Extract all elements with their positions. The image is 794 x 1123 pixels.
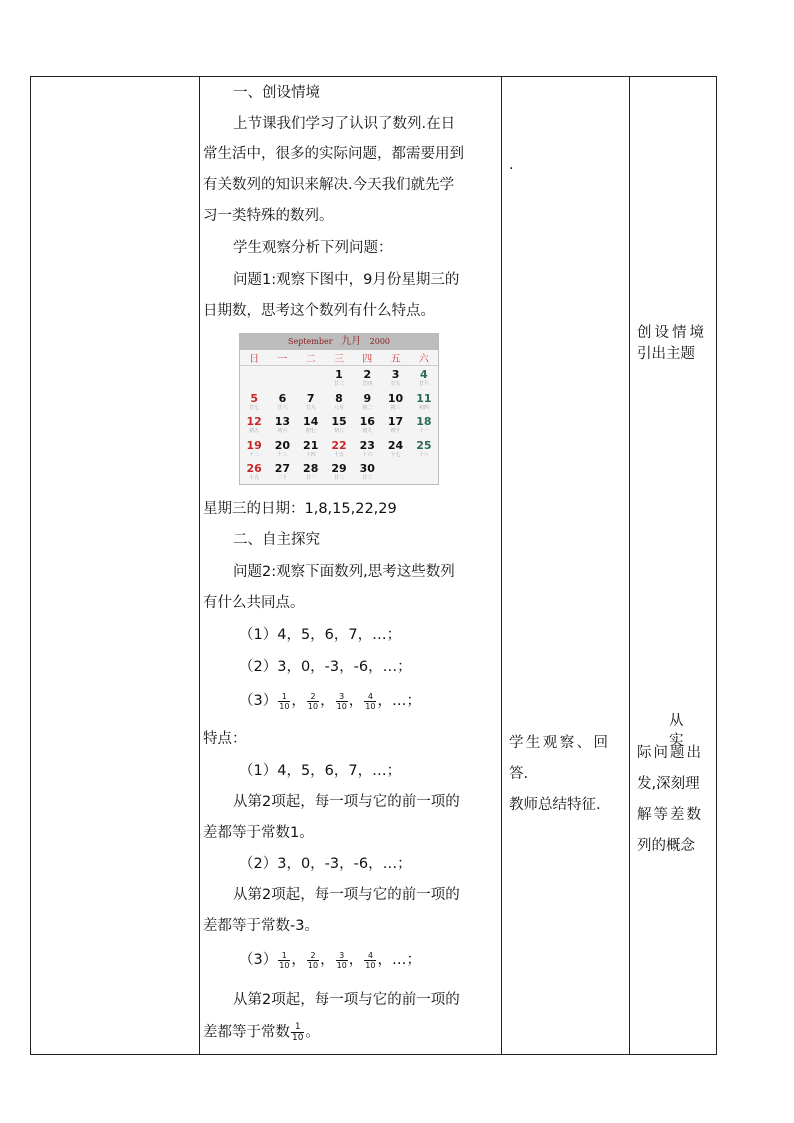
fraction-numerator: 4 xyxy=(364,951,376,961)
calendar-day xyxy=(410,415,438,439)
fraction-denominator: 10 xyxy=(279,960,290,970)
sequence-3-prefix: （3） xyxy=(239,693,278,709)
calendar-day xyxy=(353,415,381,439)
lunar-date: 初二 xyxy=(362,404,373,411)
day-number: 11 xyxy=(416,391,432,405)
fraction-denominator: 10 xyxy=(307,701,319,711)
calendar-day xyxy=(297,462,325,486)
calendar-day xyxy=(297,392,325,416)
feature-3-last-prefix: 差都等于常数 xyxy=(203,1024,290,1041)
fraction-numerator: 1 xyxy=(291,1022,304,1033)
feature-1-line: 差都等于常数1。 xyxy=(203,825,314,841)
question-line: 有什么共同点。 xyxy=(203,595,305,611)
calendar-header xyxy=(240,334,438,350)
fraction-denominator: 10 xyxy=(336,701,347,711)
lunar-date: 廿一 xyxy=(305,475,316,481)
weekday-label: 日 xyxy=(249,354,260,365)
intro-line: 有关数列的知识来解决.今天我们就先学 xyxy=(203,177,455,193)
lesson-table xyxy=(30,76,717,1055)
fraction-numerator: 4 xyxy=(364,692,376,702)
lunar-date: 初三 xyxy=(390,404,401,411)
calendar-day xyxy=(381,439,409,463)
lunar-date: 八月 xyxy=(333,404,344,411)
calendar-day xyxy=(297,415,325,439)
calendar-day xyxy=(381,368,409,392)
day-number: 17 xyxy=(387,415,404,428)
fraction-separator: ， xyxy=(320,693,335,709)
lunar-date: 十一 xyxy=(418,428,429,434)
lunar-date: 廿三 xyxy=(333,381,344,387)
calendar-day xyxy=(410,368,438,392)
calendar-day xyxy=(240,439,268,463)
lunar-date: 十三 xyxy=(277,451,288,458)
day-number: 13 xyxy=(274,415,291,428)
fraction-numerator: 2 xyxy=(307,692,319,702)
lunar-date: 廿三 xyxy=(362,475,373,481)
lunar-date: 十二 xyxy=(249,451,260,458)
day-number: 3 xyxy=(391,368,400,381)
lunar-date: 初十 xyxy=(390,428,401,434)
calendar-day xyxy=(325,439,353,463)
feature-1-line: 从第2项起，每一项与它的前一项的 xyxy=(233,794,460,810)
day-number: 18 xyxy=(416,415,432,428)
fraction-denominator: 10 xyxy=(365,701,376,711)
fraction-numerator: 3 xyxy=(336,951,348,961)
day-number: 14 xyxy=(303,415,319,428)
calendar-day xyxy=(297,368,325,392)
intro-line: 常生活中，很多的实际问题，都需要用到 xyxy=(203,146,464,162)
fraction xyxy=(364,951,376,970)
intent-line: 引出主题 xyxy=(637,346,695,362)
lunar-date: 初八 xyxy=(333,428,344,434)
intent-line: 从实 xyxy=(669,713,695,749)
fraction-numerator: 1 xyxy=(278,951,290,961)
calendar-day xyxy=(353,439,381,463)
calendar-day xyxy=(381,392,409,416)
day-number: 30 xyxy=(359,462,375,475)
calendar-day xyxy=(268,439,296,463)
calendar-day xyxy=(325,415,353,439)
activity-line: 答. xyxy=(509,766,529,782)
sequence-2: （2）3，0，-3，-6，…； xyxy=(239,659,412,675)
day-number: 26 xyxy=(246,462,262,475)
calendar-month-en: September xyxy=(287,337,333,346)
day-number: 6 xyxy=(278,391,287,405)
intro-line: 上节课我们学习了认识了数列.在日 xyxy=(233,116,456,132)
question-line: 日期数，思考这个数列有什么特点。 xyxy=(203,303,435,319)
calendar-days xyxy=(240,366,438,486)
feature-3-sequence xyxy=(239,950,421,970)
lunar-date: 廿八 xyxy=(277,404,288,411)
teaching-content-cell xyxy=(199,77,501,1054)
calendar-day xyxy=(353,392,381,416)
sequence-1: （1）4，5，6，7，…； xyxy=(239,627,402,643)
column-divider xyxy=(629,77,630,1054)
fraction-separator: ， xyxy=(348,952,364,968)
fraction xyxy=(364,692,376,711)
lunar-date: 十八 xyxy=(418,451,429,458)
day-number: 22 xyxy=(331,438,347,452)
september-calendar xyxy=(239,333,439,485)
calendar-day xyxy=(268,462,296,486)
section-title: 二、自主探究 xyxy=(233,532,320,548)
lunar-date: 二十 xyxy=(277,475,288,481)
calendar-day xyxy=(410,439,438,463)
calendar-day xyxy=(268,368,296,392)
day-number: 15 xyxy=(331,415,347,428)
day-number: 1 xyxy=(335,368,343,381)
sequence-3 xyxy=(239,691,421,711)
lunar-date: 初四 xyxy=(418,404,429,411)
fraction-separator: ， xyxy=(291,693,306,709)
activity-dot: . xyxy=(509,157,514,173)
weekday-label: 六 xyxy=(418,354,429,365)
lunar-date: 初七 xyxy=(305,428,316,434)
feature-2-sequence: （2）3，0，-3，-6，…； xyxy=(239,856,412,872)
fraction-separator: ， xyxy=(291,952,306,968)
fraction-denominator: 10 xyxy=(279,701,290,711)
features-label: 特点： xyxy=(203,731,247,747)
question-line: 问题2:观察下面数列,思考这些数列 xyxy=(233,564,455,580)
day-number: 23 xyxy=(359,438,375,452)
intent-line: 解等差数 xyxy=(637,807,703,823)
calendar-month-zh: 九月 xyxy=(341,336,362,347)
lunar-date: 十六 xyxy=(362,451,373,458)
lunar-date: 廿六 xyxy=(418,381,429,387)
fraction xyxy=(336,951,348,970)
sequence-3-suffix: …； xyxy=(391,952,421,968)
day-number: 19 xyxy=(246,438,262,452)
day-number: 5 xyxy=(250,391,258,405)
lunar-date: 廿五 xyxy=(390,381,401,387)
calendar-day xyxy=(325,368,353,392)
day-number: 4 xyxy=(420,368,428,381)
lunar-date: 廿二 xyxy=(333,475,344,481)
intent-line: 发,深刻理 xyxy=(637,776,700,792)
fraction xyxy=(336,692,348,711)
observe-prompt: 学生观察分析下列问题： xyxy=(233,240,393,256)
fraction-separator: ， xyxy=(377,693,392,709)
calendar-day xyxy=(240,368,268,392)
day-number: 24 xyxy=(387,438,404,452)
day-number: 21 xyxy=(303,438,319,452)
fraction-numerator: 1 xyxy=(278,692,290,702)
constant-fraction xyxy=(291,1022,304,1043)
intro-line: 习一类特殊的数列。 xyxy=(203,208,334,224)
question-line: 问题1:观察下图中，9月份星期三的 xyxy=(233,272,460,288)
day-number: 7 xyxy=(306,391,315,405)
lunar-date: 十四 xyxy=(305,451,316,458)
lunar-date: 廿四 xyxy=(362,381,373,387)
calendar-day xyxy=(240,462,268,486)
day-number: 8 xyxy=(335,391,343,405)
intent-line: 创设情境 xyxy=(637,325,707,341)
day-number: 2 xyxy=(363,368,372,381)
calendar-year: 2000 xyxy=(369,337,390,346)
sequence-3-prefix: （3） xyxy=(239,952,278,968)
weekday-label: 五 xyxy=(390,354,401,365)
fraction-separator: ， xyxy=(377,952,392,968)
activity-line: 教师总结特征. xyxy=(509,797,601,813)
calendar-day xyxy=(353,462,381,486)
fraction xyxy=(278,951,290,970)
calendar-day xyxy=(381,415,409,439)
intent-line: 际问题出 xyxy=(637,745,703,761)
lunar-date: 初五 xyxy=(249,428,260,434)
feature-3-line: 从第2项起，每一项与它的前一项的 xyxy=(233,992,460,1008)
lunar-date: 十九 xyxy=(249,475,260,481)
feature-2-line: 差都等于常数-3。 xyxy=(203,918,319,934)
column-divider xyxy=(501,77,502,1054)
weekday-label: 四 xyxy=(362,354,373,365)
calendar-day xyxy=(325,392,353,416)
calendar-day xyxy=(240,415,268,439)
lunar-date: 初六 xyxy=(277,428,288,434)
fraction-numerator: 2 xyxy=(307,951,319,961)
fraction xyxy=(278,692,290,711)
calendar-weekdays xyxy=(240,350,438,366)
weekday-label: 二 xyxy=(305,354,316,365)
calendar-day xyxy=(268,415,296,439)
calendar-day xyxy=(325,462,353,486)
calendar-day xyxy=(240,392,268,416)
day-number: 29 xyxy=(331,462,347,475)
fraction-denominator: 10 xyxy=(307,960,319,970)
fraction xyxy=(307,951,319,970)
calendar-day xyxy=(353,368,381,392)
fraction-denominator: 10 xyxy=(365,960,376,970)
sequence-3-suffix: …； xyxy=(391,693,421,709)
intent-line: 列的概念 xyxy=(637,838,695,854)
day-number: 12 xyxy=(246,415,262,428)
calendar-day xyxy=(268,392,296,416)
fraction-separator: ， xyxy=(320,952,335,968)
fraction-denominator: 10 xyxy=(336,960,347,970)
weekday-label: 三 xyxy=(333,354,344,365)
calendar-day xyxy=(410,392,438,416)
day-number: 10 xyxy=(387,391,404,405)
lunar-date: 十五 xyxy=(333,451,344,458)
lunar-date: 初九 xyxy=(362,428,373,434)
day-number: 28 xyxy=(303,462,319,475)
wednesday-dates: 星期三的日期：1,8,15,22,29 xyxy=(203,501,397,517)
fraction-separator: ， xyxy=(348,693,364,709)
fraction-numerator: 3 xyxy=(336,692,348,702)
activity-line: 学生观察、回 xyxy=(509,735,611,751)
day-number: 20 xyxy=(274,438,291,452)
feature-2-line: 从第2项起，每一项与它的前一项的 xyxy=(233,887,460,903)
weekday-label: 一 xyxy=(277,354,288,365)
feature-3-line xyxy=(203,1022,320,1043)
calendar-day xyxy=(297,439,325,463)
section-title: 一、创设情境 xyxy=(233,85,320,101)
lunar-date: 廿九 xyxy=(305,404,316,411)
fraction-denominator: 10 xyxy=(292,1033,304,1043)
day-number: 25 xyxy=(416,438,432,452)
sequence-3-fractions xyxy=(277,952,392,968)
feature-3-last-suffix: 。 xyxy=(305,1024,320,1041)
sequence-3-fractions xyxy=(277,693,392,709)
feature-1-sequence: （1）4，5，6，7，…； xyxy=(239,763,402,779)
day-number: 9 xyxy=(363,391,372,405)
lunar-date: 廿七 xyxy=(249,404,260,411)
lunar-date: 十七 xyxy=(390,451,401,458)
day-number: 16 xyxy=(359,415,375,428)
day-number: 27 xyxy=(274,462,291,475)
fraction xyxy=(307,692,319,711)
